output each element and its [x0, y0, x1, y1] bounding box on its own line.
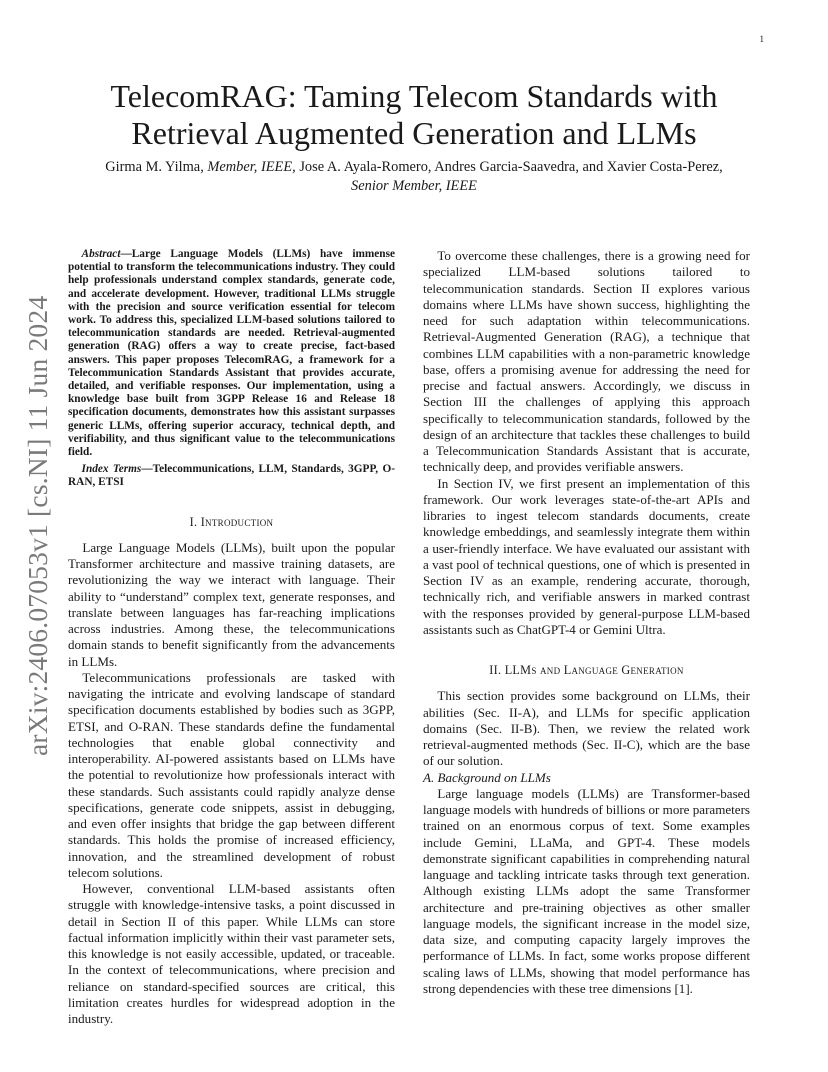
- body-paragraph: In Section IV, we first present an implementation of this framework. Our work leverages state-of-the-art APIs and libraries to ingest telecom standards documents, create knowledge embeddings, and seamlessly integrate them within a user-friendly interface. We have evaluated our assistant with a vast pool of technical questions, one of which is presented in Section IV as an example, rendering accurate, thorough, technically rich, and verifiable answers in marked contrast with the responses provided by general-purpose LLM-based assistants such as ChatGPT-4 or Gemini Ultra.: [423, 475, 750, 637]
- arxiv-identifier-stamp: arXiv:2406.07053v1 [cs.NI] 11 Jun 2024: [22, 295, 53, 756]
- abstract-text: —Large Language Models (LLMs) have immense potential to transform the telecommunications industry. They could help professionals understand complex standards, generate code, and accelerate development. However, traditional LLMs struggle with the precision and source verification essential for telecom work. To address this, specialized LLM-based solutions tailored to telecommunication standards are needed. Retrieval-augmented generation (RAG) offers a way to create precise, fact-based answers. This paper proposes TelecomRAG, a framework for a Telecommunication Standards Assistant that provides accurate, detailed, and verifiable responses. Our implementation, using a knowledge base built from 3GPP Release 16 and Release 18 specification documents, demonstrates how this assistant surpasses generic LLMs, offering superior accuracy, technical depth, and verifiability, and thus significant value to the telecommunications field.: [68, 248, 395, 459]
- paper-title: TelecomRAG: Taming Telecom Standards with Retrieval Augmented Generation and LLMs: [110, 78, 718, 151]
- index-terms-paragraph: [68, 463, 395, 489]
- right-column: [423, 248, 750, 997]
- body-paragraph: Large Language Models (LLMs), built upon the popular Transformer architecture and massive training datasets, are revolutionizing the way we interact with language. Their ability to “understand” complex text, generate responses, and translate between languages has far-reaching implications across industries. Among these, the telecommunications domain stands to benefit significantly from the advancements in LLMs.: [68, 539, 395, 669]
- body-paragraph: Telecommunications professionals are tasked with navigating the intricate and evolving landscape of standard specification documents established by bodies such as 3GPP, ETSI, and O-RAN. These standards define the fundamental technologies that enable global connectivity and interoperability. AI-powered assistants based on LLMs have the potential to revolutionize how professionals interact with these standards. Such assistants could rapidly analyze dense specifications, generate code snippets, assist in debugging, and even offer insights that bridge the gap between different standards. This holds the promise of increased efficiency, innovation, and the streamlined development of robust telecom solutions.: [68, 669, 395, 880]
- abstract-block: [68, 248, 395, 490]
- index-terms-label: Index Terms: [81, 463, 142, 476]
- section-heading-introduction: I. Introduction: [189, 514, 274, 529]
- section-heading-llms: II. LLMs and Language Generation: [489, 663, 684, 677]
- subsection-heading-background: A. Background on LLMs: [423, 769, 551, 785]
- author-list: [100, 158, 728, 196]
- author-name: Girma M. Yilma,: [105, 159, 208, 175]
- author-names: Jose A. Ayala-Romero, Andres Garcia-Saavedra, and Xavier Costa-Perez,: [295, 159, 723, 175]
- abstract-label: Abstract: [81, 248, 121, 260]
- body-paragraph: However, conventional LLM-based assistants often struggle with knowledge-intensive tasks, a point discussed in detail in Section II of this paper. While LLMs can store factual information implicitly within their vast parameter sets, this knowledge is not easily accessible, updated, or traceable. In the context of telecommunications, where precision and reliance on standard-specified sources are critical, this limitation creates hurdles for widespread adoption in the industry.: [68, 881, 395, 1027]
- author-membership: Member, IEEE,: [207, 159, 296, 175]
- index-terms-text: —Telecommunications, LLM, Standards, 3GPP, O-RAN, ETSI: [68, 463, 395, 489]
- body-paragraph: To overcome these challenges, there is a growing need for specialized LLM-based solutions tailored to telecommunication standards. Section II explores various domains where LLMs have shown success, highlighting the need for such adaptation within telecommunications. Retrieval-Augmented Generation (RAG), a technique that combines LLM capabilities with a non-parametric knowledge base, offers a promising avenue for addressing the need for precise and factual answers. Accordingly, we discuss in Section III the challenges of applying this approach specifically to telecommunication standards, followed by the design of an architecture that tackles these challenges to build a Telecommunication Standards Assistant that is accurate, technically deep, and provides verifiable answers.: [423, 248, 750, 475]
- body-paragraph: This section provides some background on LLMs, their abilities (Sec. II-A), and LLMs for specific application domains (Sec. II-B). Then, we review the related work retrieval-augmented methods (Sec. II-C), which are the base of our solution.: [423, 688, 750, 769]
- author-membership: Senior Member, IEEE: [351, 178, 477, 194]
- left-column: [68, 248, 395, 1027]
- page-number: 1: [759, 34, 764, 44]
- abstract-paragraph: [68, 248, 395, 459]
- body-paragraph: Large language models (LLMs) are Transformer-based language models with hundreds of billions or more parameters trained on an enormous corpus of text. Some examples include Gemini, LLaMa, and GPT-4. These models demonstrate significant capabilities in comprehending natural language and tackling intricate tasks through text generation. Although existing LLMs adopt the same Transformer architecture and pre-training objectives as other smaller language models, the significant increase in the model size, data size, and computing capacity largely improves the performance of LLMs. In fact, some works propose different scaling laws of LLMs, showing that model performance has strong dependencies with these tree dimensions [1].: [423, 785, 750, 996]
